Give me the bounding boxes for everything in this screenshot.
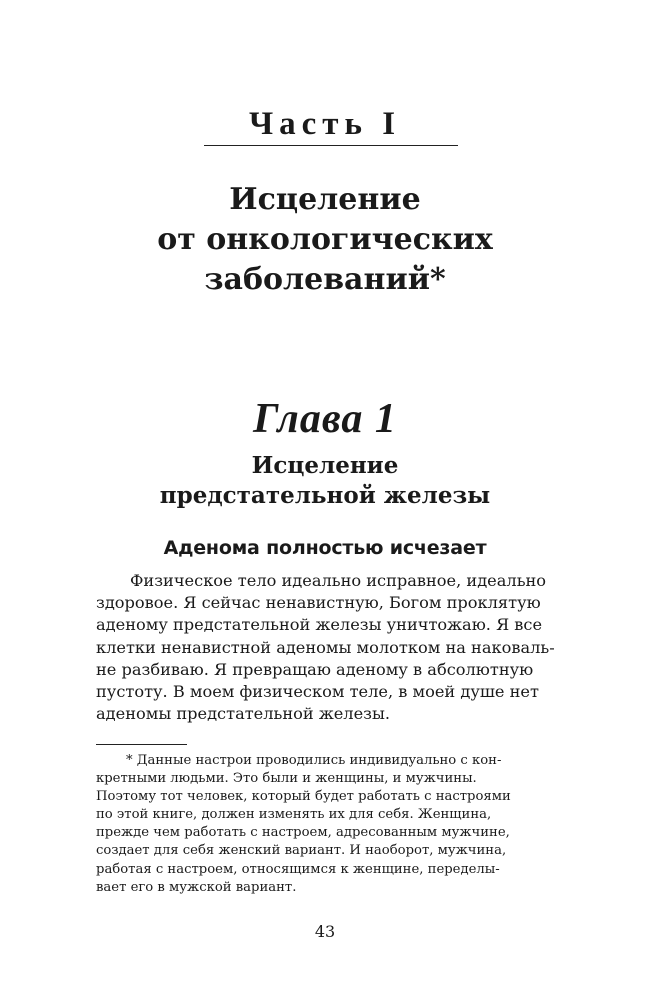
body-line: здоровое. Я сейчас ненавистную, Богом проклятую — [96, 593, 541, 613]
footnote — [96, 752, 566, 897]
body-line: Физическое тело идеально исправное, идеально — [130, 571, 547, 590]
page-number: 43 — [314, 922, 336, 941]
body-line: клетки ненавистной аденомы молотком на наковаль- — [96, 637, 555, 657]
footnote-line: кретными людьми. Это были и женщины, и мужчины. — [96, 771, 477, 787]
footnote-line: Поэтому тот человек, который будет работать с настроями — [96, 789, 511, 805]
footnote-line: вает его в мужской вариант. — [96, 879, 297, 895]
body-line: не разбиваю. Я превращаю аденому в абсолютную — [96, 659, 534, 679]
footnote-line: * Данные настрои проводились индивидуально с кон- — [126, 753, 502, 768]
part-title-rule — [204, 145, 458, 146]
part-subtitle-line: от онкологических — [157, 222, 493, 257]
footnote-line: создает для себя женский вариант. И наоборот, мужчина, — [96, 843, 507, 859]
chapter-title — [0, 451, 650, 511]
part-subtitle-line: Исцеление — [229, 182, 421, 217]
footnote-rule — [96, 744, 187, 745]
body-line: аденомы предстательной железы. — [96, 704, 391, 724]
chapter-title-line: предстательной железы — [159, 482, 491, 509]
section-heading: Аденома полностью исчезает — [163, 537, 487, 559]
body-paragraph — [96, 570, 566, 725]
footnote-line: по этой книге, должен изменять их для себя. Женщина, — [96, 807, 492, 823]
body-line: аденому предстательной железы уничтожаю. Я все — [96, 615, 543, 635]
part-subtitle-line: заболеваний* — [204, 262, 446, 297]
chapter-title-line: Исцеление — [251, 452, 399, 479]
part-title: Часть I — [248, 106, 402, 142]
footnote-line: прежде чем работать с настроем, адресованным мужчине, — [96, 825, 510, 841]
footnote-line: работая с настроем, относящимся к женщине, переделы- — [96, 861, 500, 877]
chapter-label: Глава 1 — [253, 396, 397, 442]
body-line: пустоту. В моем физическом теле, в моей душе нет — [96, 682, 539, 702]
part-subtitle — [0, 180, 650, 300]
